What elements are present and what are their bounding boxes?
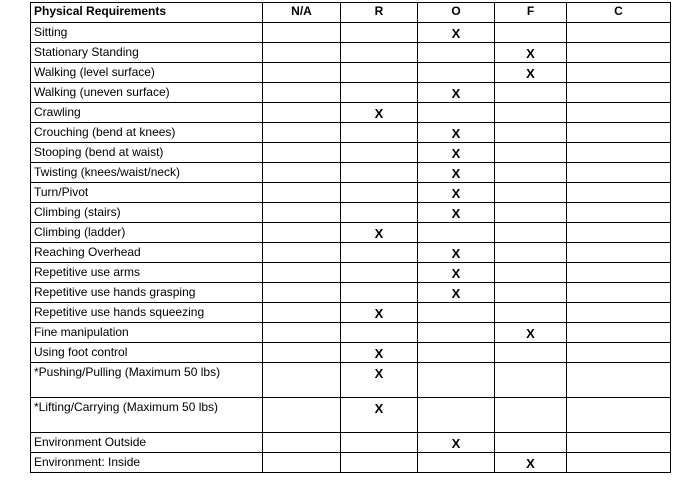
table-row — [31, 263, 671, 283]
requirement-label: Stooping (bend at waist) — [31, 143, 263, 163]
cell-f — [495, 103, 567, 123]
cell-r: X — [341, 223, 418, 243]
cell-c — [567, 283, 671, 303]
cell-r — [341, 43, 418, 63]
requirement-label: Using foot control — [31, 343, 263, 363]
requirement-label: Climbing (ladder) — [31, 223, 263, 243]
requirement-label: Twisting (knees/waist/neck) — [31, 163, 263, 183]
cell-o — [418, 343, 495, 363]
table-row — [31, 63, 671, 83]
cell-r — [341, 63, 418, 83]
table-row — [31, 323, 671, 343]
cell-c — [567, 183, 671, 203]
cell-r — [341, 143, 418, 163]
cell-na — [263, 83, 341, 103]
cell-f — [495, 183, 567, 203]
cell-f — [495, 363, 567, 398]
cell-na — [263, 183, 341, 203]
cell-o: X — [418, 203, 495, 223]
cell-na — [263, 103, 341, 123]
cell-c — [567, 243, 671, 263]
cell-f — [495, 123, 567, 143]
requirement-label: Repetitive use hands grasping — [31, 283, 263, 303]
cell-na — [263, 323, 341, 343]
cell-na — [263, 163, 341, 183]
requirement-label: Walking (uneven surface) — [31, 83, 263, 103]
requirement-label: *Pushing/Pulling (Maximum 50 lbs) — [31, 363, 263, 398]
requirement-label: Crouching (bend at knees) — [31, 123, 263, 143]
cell-na — [263, 343, 341, 363]
cell-o: X — [418, 163, 495, 183]
cell-na — [263, 303, 341, 323]
cell-c — [567, 203, 671, 223]
cell-c — [567, 303, 671, 323]
header-na: N/A — [263, 3, 341, 23]
cell-f — [495, 143, 567, 163]
header-f: F — [495, 3, 567, 23]
table-row — [31, 433, 671, 453]
cell-c — [567, 363, 671, 398]
requirement-label: Sitting — [31, 23, 263, 43]
cell-c — [567, 343, 671, 363]
table-row — [31, 183, 671, 203]
cell-f — [495, 283, 567, 303]
table-row — [31, 303, 671, 323]
header-row — [31, 3, 671, 23]
cell-r — [341, 263, 418, 283]
table-row — [31, 363, 671, 398]
cell-f: X — [495, 43, 567, 63]
cell-o — [418, 43, 495, 63]
cell-c — [567, 123, 671, 143]
cell-f: X — [495, 453, 567, 473]
table-row — [31, 163, 671, 183]
cell-o — [418, 398, 495, 433]
cell-c — [567, 43, 671, 63]
cell-o — [418, 363, 495, 398]
table-row — [31, 83, 671, 103]
cell-o — [418, 223, 495, 243]
physical-requirements-table — [30, 2, 671, 473]
cell-f: X — [495, 63, 567, 83]
cell-na — [263, 363, 341, 398]
requirement-label: Repetitive use hands squeezing — [31, 303, 263, 323]
cell-o — [418, 323, 495, 343]
cell-r: X — [341, 363, 418, 398]
cell-r — [341, 243, 418, 263]
cell-f — [495, 83, 567, 103]
table-row — [31, 223, 671, 243]
cell-o: X — [418, 243, 495, 263]
cell-c — [567, 83, 671, 103]
cell-c — [567, 63, 671, 83]
requirement-label: Crawling — [31, 103, 263, 123]
cell-r — [341, 283, 418, 303]
cell-o — [418, 103, 495, 123]
cell-o: X — [418, 23, 495, 43]
cell-f — [495, 263, 567, 283]
header-o: O — [418, 3, 495, 23]
header-physical-requirements: Physical Requirements — [31, 3, 263, 23]
cell-c — [567, 23, 671, 43]
cell-na — [263, 63, 341, 83]
cell-c — [567, 223, 671, 243]
cell-na — [263, 23, 341, 43]
cell-o: X — [418, 263, 495, 283]
cell-na — [263, 43, 341, 63]
cell-f — [495, 203, 567, 223]
cell-r — [341, 123, 418, 143]
cell-o — [418, 303, 495, 323]
cell-c — [567, 433, 671, 453]
cell-r: X — [341, 303, 418, 323]
cell-f — [495, 343, 567, 363]
cell-na — [263, 453, 341, 473]
cell-r — [341, 163, 418, 183]
cell-o: X — [418, 283, 495, 303]
table-row — [31, 398, 671, 433]
cell-na — [263, 203, 341, 223]
cell-o: X — [418, 433, 495, 453]
cell-na — [263, 123, 341, 143]
cell-f — [495, 243, 567, 263]
cell-f: X — [495, 323, 567, 343]
requirement-label: Turn/Pivot — [31, 183, 263, 203]
cell-r — [341, 23, 418, 43]
cell-f — [495, 223, 567, 243]
table-row — [31, 243, 671, 263]
cell-c — [567, 453, 671, 473]
cell-o: X — [418, 143, 495, 163]
cell-o — [418, 453, 495, 473]
header-r: R — [341, 3, 418, 23]
requirement-label: Stationary Standing — [31, 43, 263, 63]
requirement-label: Climbing (stairs) — [31, 203, 263, 223]
cell-c — [567, 143, 671, 163]
cell-r — [341, 203, 418, 223]
cell-na — [263, 433, 341, 453]
cell-r: X — [341, 103, 418, 123]
cell-c — [567, 163, 671, 183]
table-row — [31, 23, 671, 43]
cell-c — [567, 398, 671, 433]
cell-c — [567, 263, 671, 283]
requirement-label: Environment: Inside — [31, 453, 263, 473]
requirement-label: Reaching Overhead — [31, 243, 263, 263]
cell-o: X — [418, 83, 495, 103]
header-c: C — [567, 3, 671, 23]
cell-f — [495, 23, 567, 43]
table-row — [31, 143, 671, 163]
cell-o: X — [418, 123, 495, 143]
requirement-label: Walking (level surface) — [31, 63, 263, 83]
cell-f — [495, 303, 567, 323]
cell-o — [418, 63, 495, 83]
requirement-label: Repetitive use arms — [31, 263, 263, 283]
table-row — [31, 43, 671, 63]
cell-f — [495, 398, 567, 433]
cell-na — [263, 398, 341, 433]
table-row — [31, 103, 671, 123]
cell-f — [495, 433, 567, 453]
cell-r — [341, 433, 418, 453]
table-row — [31, 453, 671, 473]
cell-o: X — [418, 183, 495, 203]
cell-f — [495, 163, 567, 183]
table-row — [31, 283, 671, 303]
cell-r — [341, 183, 418, 203]
cell-r: X — [341, 398, 418, 433]
cell-na — [263, 283, 341, 303]
cell-r — [341, 323, 418, 343]
cell-na — [263, 243, 341, 263]
cell-na — [263, 223, 341, 243]
cell-na — [263, 143, 341, 163]
cell-r: X — [341, 343, 418, 363]
requirement-label: *Lifting/Carrying (Maximum 50 lbs) — [31, 398, 263, 433]
requirement-label: Environment Outside — [31, 433, 263, 453]
table-header — [31, 3, 671, 23]
cell-na — [263, 263, 341, 283]
table-body — [31, 23, 671, 473]
table-row — [31, 203, 671, 223]
cell-c — [567, 323, 671, 343]
cell-r — [341, 453, 418, 473]
table-row — [31, 123, 671, 143]
cell-r — [341, 83, 418, 103]
requirement-label: Fine manipulation — [31, 323, 263, 343]
table-row — [31, 343, 671, 363]
cell-c — [567, 103, 671, 123]
